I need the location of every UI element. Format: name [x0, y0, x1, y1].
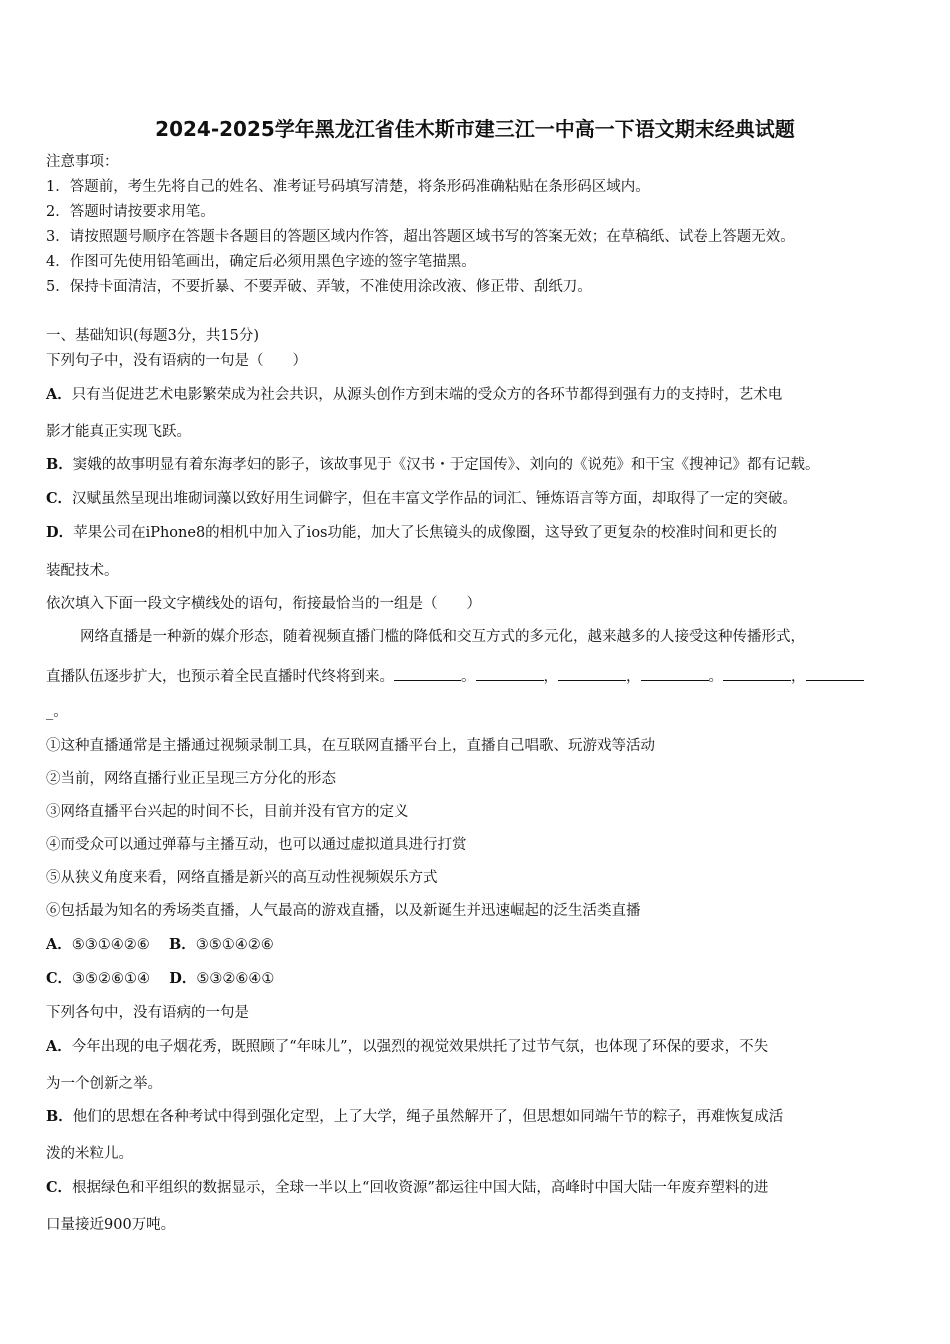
option-label: B． — [46, 456, 73, 473]
choice-text: ⑤③②⑥④① — [196, 971, 275, 987]
option-text: 汉赋虽然呈现出堆砌词藻以致好用生词僻字，但在丰富文学作品的词汇、锤炼语言等方面，却取得了一定的突破。 — [72, 491, 798, 507]
option-continuation: 口量接近900万吨。 — [46, 1217, 176, 1233]
notice-item: 3．请按照题号顺序在答题卡各题目的答题区域内作答，超出答题区域书写的答案无效；在草稿纸、试卷上答题无效。 — [46, 229, 795, 245]
answer-blank — [723, 666, 791, 681]
notice-item: 1．答题前，考生先将自己的姓名、准考证号码填写清楚，将条形码准确粘贴在条形码区域内。 — [46, 179, 650, 195]
choice-label: A． — [46, 936, 72, 953]
question-2-item: ④而受众可以通过弹幕与主播互动，也可以通过虚拟道具进行打赏 — [46, 837, 467, 853]
option-label: A． — [46, 386, 72, 403]
option-label: A． — [46, 1038, 72, 1055]
option-text: 他们的思想在各种考试中得到强化定型，上了大学，绳子虽然解开了，但思想如同端午节的粽子，再难恢复成活 — [72, 1109, 784, 1125]
option-text: 今年出现的电子烟花秀，既照顾了“年味儿”，以强烈的视觉效果烘托了过节气氛，也体现了环保的要求，不失 — [71, 1039, 769, 1055]
question-2-item: ①这种直播通常是主播通过视频录制工具，在互联网直播平台上，直播自己唱歌、玩游戏等活动 — [46, 738, 655, 754]
blank-separator: ， — [626, 669, 641, 685]
question-1-option-c — [46, 490, 797, 508]
blank-separator: 。 — [461, 669, 476, 685]
blank-separator: ， — [543, 669, 558, 685]
question-2-item: ⑤从狭义角度来看，网络直播是新兴的高互动性视频娱乐方式 — [46, 870, 438, 886]
option-text: 苹果公司在iPhone8的相机中加入了ios功能，加大了长焦镜头的成像圈，这导致了更复杂的校准时间和更长的 — [73, 525, 777, 541]
option-label: B． — [46, 1108, 73, 1125]
notice-heading: 注意事项： — [46, 154, 119, 170]
option-label: C． — [46, 1179, 73, 1196]
option-text: 根据绿色和平组织的数据显示，全球一半以上“回收资源”都运往中国大陆，高峰时中国大陆一年废弃塑料的进 — [72, 1180, 769, 1196]
blank-separator: 。 — [708, 669, 723, 685]
choice-text: ③⑤①④②⑥ — [195, 937, 274, 953]
page-title: 2024-2025学年黑龙江省佳木斯市建三江一中高一下语文期末经典试题 — [155, 117, 795, 141]
answer-blank — [394, 666, 461, 681]
choice-label: C． — [46, 970, 73, 987]
option-text: 只有当促进艺术电影繁荣成为社会共识，从源头创作方到末端的受众方的各环节都得到强有力的支持时，艺术电 — [71, 387, 783, 403]
choice-text: ③⑤②⑥①④ — [72, 971, 151, 987]
option-continuation: 装配技术。 — [46, 563, 119, 579]
question-3-stem: 下列各句中，没有语病的一句是 — [46, 1005, 249, 1021]
notice-item: 4．作图可先使用铅笔画出，确定后必须用黑色字迹的签字笔描黑。 — [46, 254, 476, 270]
question-2-passage: 网络直播是一种新的媒介形态，随着视频直播门槛的降低和交互方式的多元化，越来越多的人接受这种传播形式， — [80, 629, 805, 645]
answer-blank — [558, 666, 626, 681]
question-3-option-a — [46, 1038, 768, 1056]
question-1-option-b — [46, 456, 820, 474]
choice-label: B． — [168, 936, 196, 953]
question-3-option-c — [46, 1179, 768, 1197]
question-2-item: ②当前，网络直播行业正呈现三方分化的形态 — [46, 771, 336, 787]
choice-label: D． — [169, 970, 197, 987]
option-label: D． — [46, 524, 74, 541]
question-3-option-b — [46, 1108, 783, 1126]
choice-text: ⑤③①④②⑥ — [71, 937, 150, 953]
question-2-stem: 依次填入下面一段文字横线处的语句，衔接最恰当的一组是（ ） — [46, 596, 481, 612]
answer-blank — [476, 666, 544, 681]
option-continuation: 为一个创新之举。 — [46, 1076, 162, 1092]
answer-blank — [641, 666, 709, 681]
option-continuation: 泼的米粒儿。 — [46, 1146, 133, 1162]
question-1-option-d — [46, 524, 777, 542]
answer-blank — [806, 666, 864, 681]
question-2-item: ③网络直播平台兴起的时间不长，目前并没有官方的定义 — [46, 804, 409, 820]
question-2-passage-blanks — [46, 666, 864, 686]
notice-item: 2．答题时请按要求用笔。 — [46, 204, 215, 220]
question-2-passage-end: _。 — [46, 704, 68, 720]
option-text: 窦娥的故事明显有着东海孝妇的影子，该故事见于《汉书・于定国传》、刘向的《说苑》和干宝《搜神记》都有记载。 — [72, 457, 820, 473]
option-label: C． — [46, 490, 73, 507]
question-1-stem: 下列句子中，没有语病的一句是（ ） — [46, 353, 307, 369]
section-heading: 一、基础知识(每题3分，共15分) — [46, 328, 259, 344]
question-2-choices-row-2 — [46, 970, 274, 988]
option-continuation: 影才能真正实现飞跃。 — [46, 424, 191, 440]
notice-item: 5．保持卡面清洁，不要折暴、不要弄破、弄皱，不准使用涂改液、修正带、刮纸刀。 — [46, 279, 592, 295]
question-2-item: ⑥包括最为知名的秀场类直播，人气最高的游戏直播，以及新诞生并迅速崛起的泛生活类直播 — [46, 903, 641, 919]
passage-text: 直播队伍逐步扩大，也预示着全民直播时代终将到来。 — [46, 669, 394, 685]
blank-separator: ， — [791, 669, 806, 685]
question-2-choices-row-1 — [46, 936, 274, 954]
question-1-option-a — [46, 386, 782, 404]
